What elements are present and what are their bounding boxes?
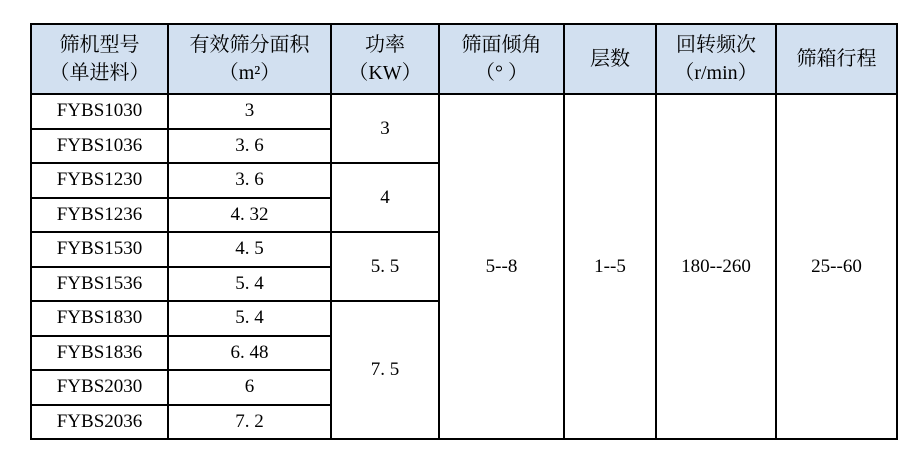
incline-cell: 5--8 — [439, 94, 564, 439]
col-header-stroke-line1: 筛箱行程 — [796, 48, 877, 70]
model-cell: FYBS2030 — [31, 370, 168, 405]
area-cell: 3. 6 — [168, 129, 331, 164]
power-cell: 7. 5 — [331, 301, 439, 439]
table-row — [31, 94, 897, 129]
col-header-frequency — [656, 24, 776, 94]
spec-table-container — [30, 23, 898, 440]
col-header-model-line1: 筛机型号 — [59, 34, 140, 56]
col-header-power-line2: （KW） — [348, 62, 422, 84]
area-cell: 4. 5 — [168, 232, 331, 267]
model-cell: FYBS1230 — [31, 163, 168, 198]
frequency-cell: 180--260 — [656, 94, 776, 439]
layers-cell: 1--5 — [564, 94, 656, 439]
area-cell: 3. 6 — [168, 163, 331, 198]
col-header-incline-line1: 筛面倾角 — [461, 34, 542, 56]
col-header-area-line1: 有效筛分面积 — [189, 34, 310, 56]
model-cell: FYBS1036 — [31, 129, 168, 164]
model-cell: FYBS1536 — [31, 267, 168, 302]
col-header-area-line2: （m²） — [218, 62, 281, 84]
col-header-frequency-line1: 回转频次 — [676, 34, 756, 56]
area-cell: 5. 4 — [168, 267, 331, 302]
col-header-area — [168, 24, 331, 94]
col-header-incline — [439, 24, 564, 94]
model-cell: FYBS1530 — [31, 232, 168, 267]
spec-table — [30, 23, 898, 440]
col-header-incline-line2: （° ） — [475, 62, 528, 84]
area-cell: 5. 4 — [168, 301, 331, 336]
power-cell: 4 — [331, 163, 439, 232]
model-cell: FYBS1836 — [31, 336, 168, 371]
area-cell: 7. 2 — [168, 405, 331, 440]
col-header-model-line2: （单进料） — [49, 62, 150, 84]
col-header-power — [331, 24, 439, 94]
model-cell: FYBS2036 — [31, 405, 168, 440]
col-header-layers-line1: 层数 — [590, 48, 630, 70]
model-cell: FYBS1236 — [31, 198, 168, 233]
model-cell: FYBS1830 — [31, 301, 168, 336]
col-header-layers — [564, 24, 656, 94]
power-cell: 3 — [331, 94, 439, 163]
area-cell: 3 — [168, 94, 331, 129]
col-header-stroke — [776, 24, 897, 94]
model-cell: FYBS1030 — [31, 94, 168, 129]
area-cell: 4. 32 — [168, 198, 331, 233]
area-cell: 6 — [168, 370, 331, 405]
header-row — [31, 24, 897, 94]
col-header-power-line1: 功率 — [365, 34, 405, 56]
col-header-model — [31, 24, 168, 94]
col-header-frequency-line2: （r/min） — [674, 62, 758, 84]
stroke-cell: 25--60 — [776, 94, 897, 439]
power-cell: 5. 5 — [331, 232, 439, 301]
area-cell: 6. 48 — [168, 336, 331, 371]
